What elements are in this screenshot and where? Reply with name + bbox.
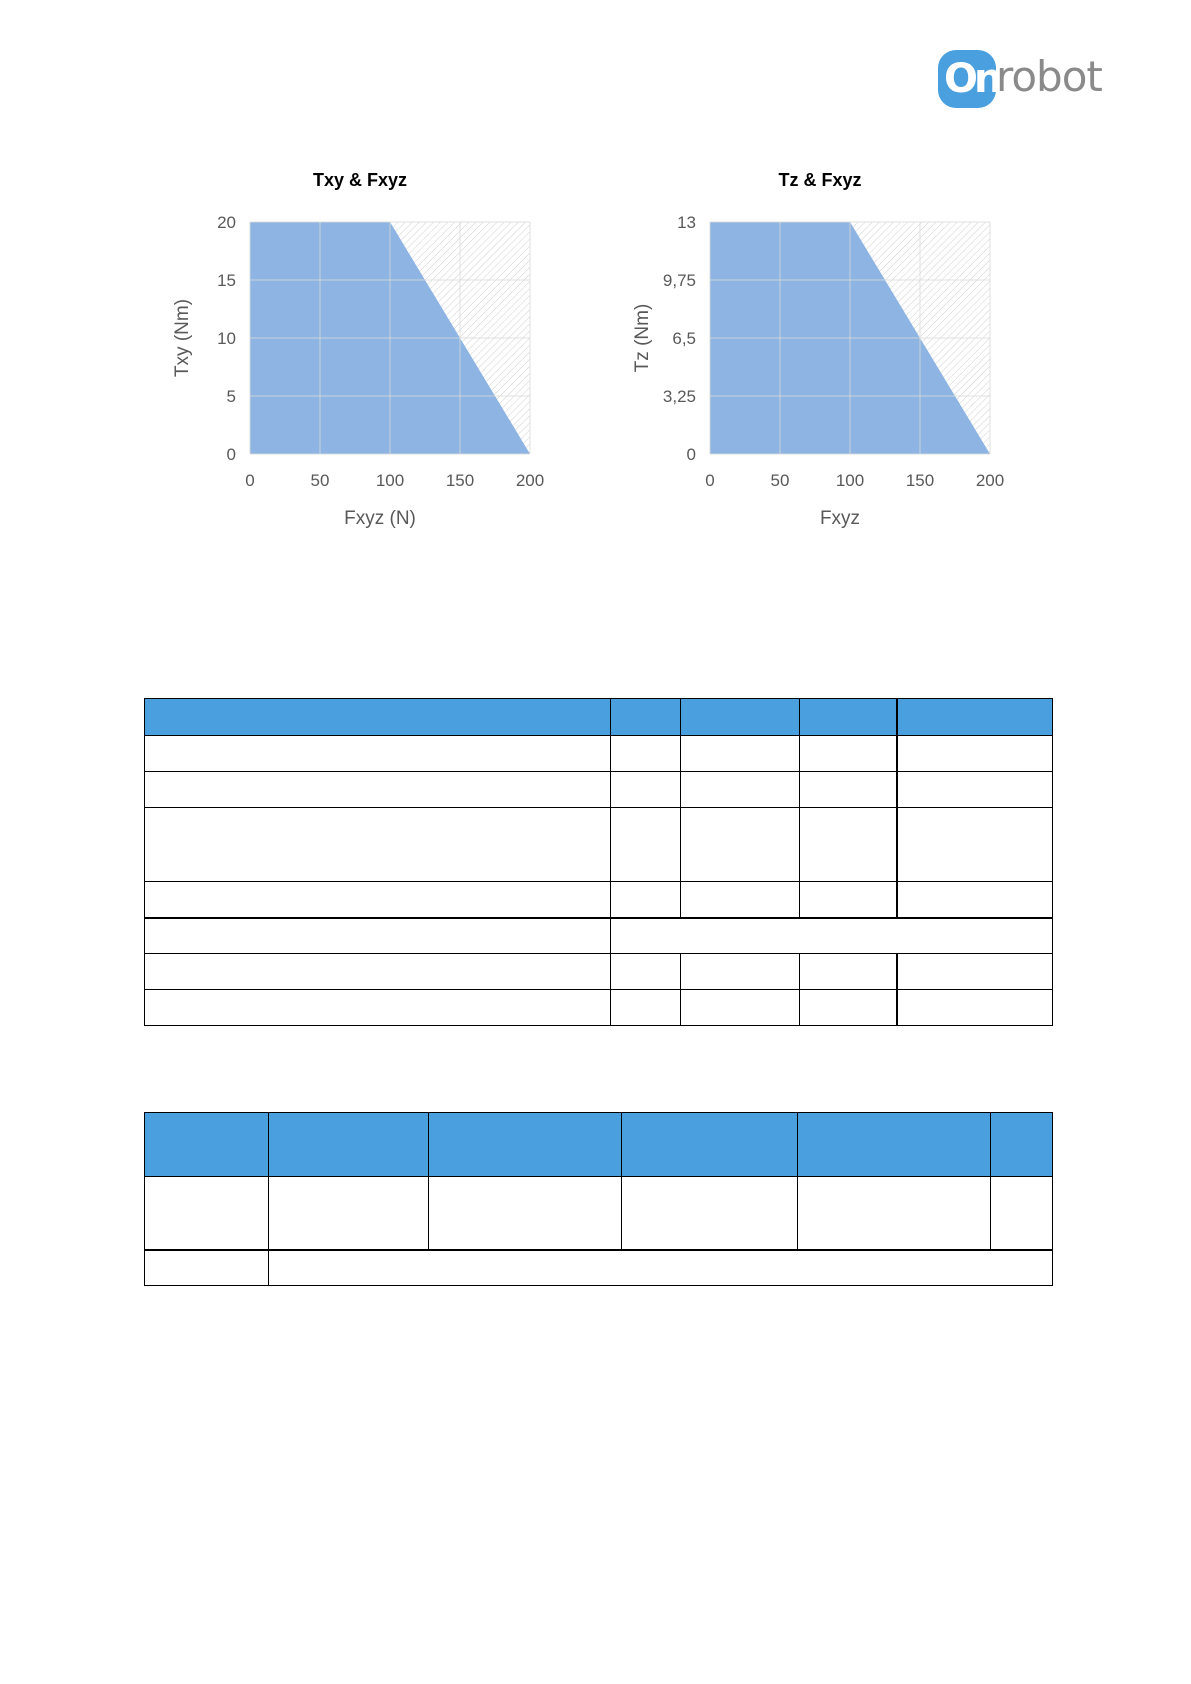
y-tick-label: 13 — [677, 213, 696, 232]
table-cell — [681, 736, 800, 772]
table-cell — [145, 990, 611, 1026]
table-cell — [681, 990, 800, 1026]
table-header-cell — [897, 699, 1053, 736]
table-cell — [681, 772, 800, 808]
table-cell — [800, 808, 897, 882]
x-tick-label: 150 — [905, 471, 935, 490]
table-row — [145, 882, 1053, 918]
table-header-cell — [991, 1113, 1053, 1177]
table-header-row — [145, 699, 1053, 736]
table-header-cell — [145, 1113, 269, 1177]
table-cell — [798, 1177, 991, 1250]
table-cell — [145, 954, 611, 990]
y-tick-label: 15 — [217, 271, 236, 290]
table-cell — [897, 736, 1053, 772]
logo-badge-text: On — [944, 56, 999, 102]
y-tick-label: 10 — [217, 329, 236, 348]
y-tick-label: 5 — [226, 387, 236, 406]
table-cell — [269, 1177, 429, 1250]
table-row — [145, 1177, 1053, 1250]
y-tick-label: 0 — [226, 445, 236, 464]
table-row — [145, 918, 1053, 954]
x-tick-label: 200 — [515, 471, 545, 490]
table-cell — [611, 736, 681, 772]
onrobot-logo — [938, 48, 1102, 110]
x-tick-label: 0 — [705, 471, 715, 490]
y-tick-label: 3,25 — [662, 387, 696, 406]
table-cell — [145, 1250, 269, 1286]
y-tick-label: 0 — [686, 445, 696, 464]
x-tick-label: 0 — [245, 471, 255, 490]
y-axis-label: Tz (Nm) — [632, 303, 653, 373]
x-tick-label: 200 — [975, 471, 1005, 490]
table-row — [145, 990, 1053, 1026]
table-cell — [145, 918, 611, 954]
y-tick-label: 20 — [217, 213, 236, 232]
logo-word: robot — [996, 52, 1102, 101]
chart-txy-svg — [170, 160, 570, 530]
x-tick-label: 50 — [310, 471, 330, 490]
table-cell — [145, 736, 611, 772]
table-row — [145, 736, 1053, 772]
chart-title: Txy & Fxyz — [312, 170, 408, 190]
table-row — [145, 772, 1053, 808]
table-cell — [897, 990, 1053, 1026]
table-row — [145, 954, 1053, 990]
chart-title: Tz & Fxyz — [778, 170, 862, 190]
table-cell — [897, 882, 1053, 918]
table-cell — [145, 882, 611, 918]
table-cell — [800, 882, 897, 918]
table-cell — [800, 736, 897, 772]
table-cell — [611, 882, 681, 918]
table-cell — [800, 954, 897, 990]
table-cell — [681, 954, 800, 990]
table-header-cell — [145, 699, 611, 736]
table-header-cell — [622, 1113, 798, 1177]
table-cell — [800, 990, 897, 1026]
table-cell — [622, 1177, 798, 1250]
table-header-cell — [800, 699, 897, 736]
table-cell — [611, 772, 681, 808]
chart-txy-fxyz — [170, 160, 570, 530]
table-merged-cell — [269, 1250, 1053, 1286]
table-row — [145, 808, 1053, 882]
x-tick-label: 50 — [770, 471, 790, 490]
table-cell — [991, 1177, 1053, 1250]
y-tick-label: 6,5 — [672, 329, 696, 348]
table-header-cell — [798, 1113, 991, 1177]
spec-table-2 — [144, 1112, 1053, 1286]
logo-badge — [938, 50, 999, 108]
table-cell — [897, 808, 1053, 882]
chart-tz-fxyz — [630, 160, 1030, 530]
table-header-cell — [611, 699, 681, 736]
spec-table-1 — [144, 698, 1053, 1026]
x-axis-label: Fxyz — [819, 508, 861, 529]
table-cell — [681, 808, 800, 882]
table-cell — [145, 1177, 269, 1250]
table-cell — [145, 772, 611, 808]
table-cell — [800, 772, 897, 808]
table-cell — [145, 808, 611, 882]
x-tick-label: 100 — [835, 471, 865, 490]
table-merged-cell — [611, 918, 1053, 954]
table-cell — [611, 808, 681, 882]
x-tick-label: 150 — [445, 471, 475, 490]
table-header-cell — [681, 699, 800, 736]
y-tick-label: 9,75 — [662, 271, 696, 290]
table-cell — [611, 954, 681, 990]
y-axis-label: Txy (Nm) — [172, 298, 193, 378]
table-header-row — [145, 1113, 1053, 1177]
table-cell — [429, 1177, 622, 1250]
table-cell — [897, 772, 1053, 808]
table-cell — [897, 954, 1053, 990]
x-axis-label: Fxyz (N) — [344, 508, 416, 529]
table-cell — [681, 882, 800, 918]
table-row — [145, 1250, 1053, 1286]
chart-tz-svg — [630, 160, 1030, 530]
table-header-cell — [269, 1113, 429, 1177]
x-tick-label: 100 — [375, 471, 405, 490]
table-header-cell — [429, 1113, 622, 1177]
table-cell — [611, 990, 681, 1026]
